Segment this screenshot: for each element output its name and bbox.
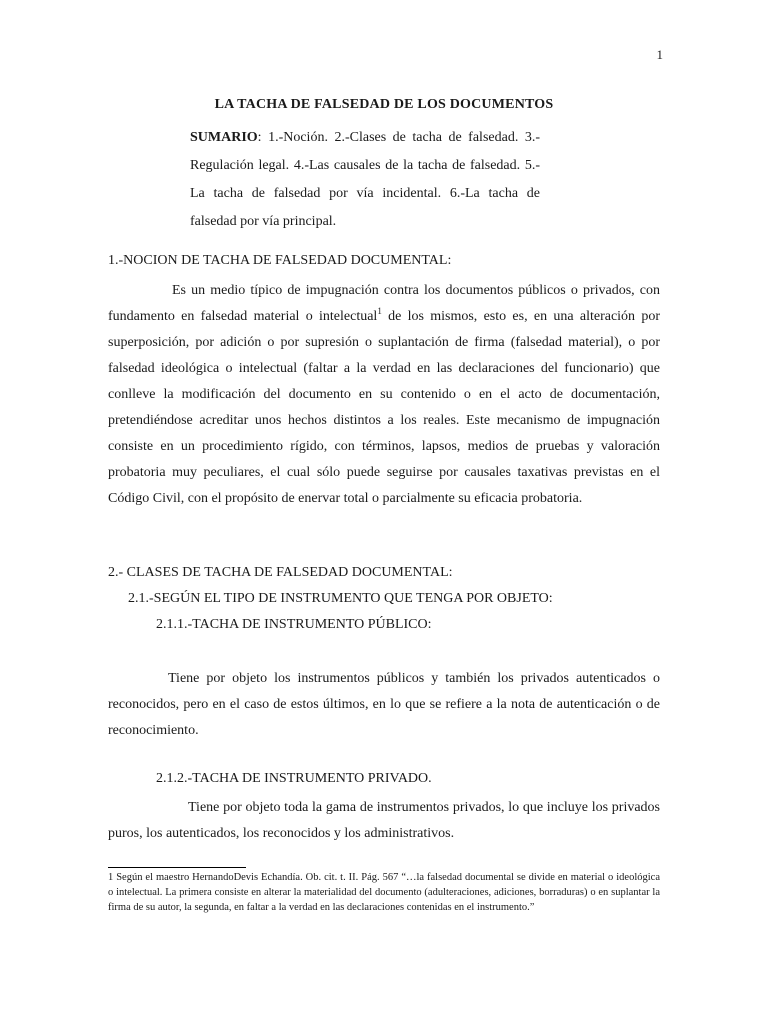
page-number: 1 bbox=[656, 47, 663, 62]
footnote-separator bbox=[108, 867, 246, 868]
section-2-1-heading: 2.1.-SEGÚN EL TIPO DE INSTRUMENTO QUE TENGA POR OBJETO: bbox=[128, 591, 553, 606]
section-2-1-2-text: Tiene por objeto toda la gama de instrumentos privados, lo que incluye los privados puros, los autenticados, los reconocidos y los administrativos. bbox=[108, 800, 660, 841]
section-2-1-2-heading: 2.1.2.-TACHA DE INSTRUMENTO PRIVADO. bbox=[156, 771, 432, 786]
section-2-1-1-text: Tiene por objeto los instrumentos públicos y también los privados autenticados o reconocidos, pero en el caso de estos últimos, en lo que se refiere a la nota de autenticación o de reconocimiento. bbox=[108, 671, 660, 738]
section-2-1-1-paragraph bbox=[108, 666, 660, 744]
section-1-text-a: Es un medio típico de impugnación contra los documentos públicos o privados, con fundamento en falsedad material o intelectual bbox=[108, 283, 660, 324]
summary-label: SUMARIO bbox=[190, 130, 258, 145]
section-1-text-b: de los mismos, esto es, en una alteración por superposición, por adición o por supresión o suplantación de firma (falsedad material), o por falsedad ideológica o intelectual (faltar a la verdad en las declaraciones del funcionario) que conlleve la modificación del documento en su contenido o en el acto de documentación, pretendiéndose acreditar unos hechos distintos a los reales. Este mecanismo de impugnación consiste en un procedimiento rígido, con términos, lapsos, medios de pruebas y valoración probatoria muy peculiares, el cual sólo puede seguirse por causales taxativas previstas en el Código Civil, con el propósito de enervar total o parcialmente su eficacia probatoria. bbox=[108, 309, 661, 506]
section-2-heading: 2.- CLASES DE TACHA DE FALSEDAD DOCUMENTAL: bbox=[108, 565, 453, 580]
summary-block bbox=[190, 124, 540, 236]
summary-text: : 1.-Noción. 2.-Clases de tacha de falsedad. 3.-Regulación legal. 4.-Las causales de la tacha de falsedad. 5.-La tacha de falsedad por vía incidental. 6.-La tacha de falsedad por vía principal. bbox=[190, 130, 540, 229]
section-2-1-1-heading: 2.1.1.-TACHA DE INSTRUMENTO PÚBLICO: bbox=[156, 617, 432, 632]
document-title: LA TACHA DE FALSEDAD DE LOS DOCUMENTOS bbox=[214, 97, 554, 112]
section-1-heading: 1.-NOCION DE TACHA DE FALSEDAD DOCUMENTAL: bbox=[108, 253, 452, 268]
section-2-1-2-paragraph bbox=[108, 795, 660, 847]
section-1-paragraph bbox=[108, 278, 660, 512]
footnote: 1 Según el maestro HernandoDevis Echandía. Ob. cit. t. II. Pág. 567 “…la falsedad documental se divide en material o ideológica o intelectual. La primera consiste en alterar la materialidad del documento (adulteraciones, adiciones, borraduras) o en suplantar la firma de su autor, la segunda, en faltar a la verdad en las declaraciones contenidas en el instrumento.” bbox=[108, 872, 660, 913]
footnote-reference: 1 bbox=[377, 306, 382, 316]
